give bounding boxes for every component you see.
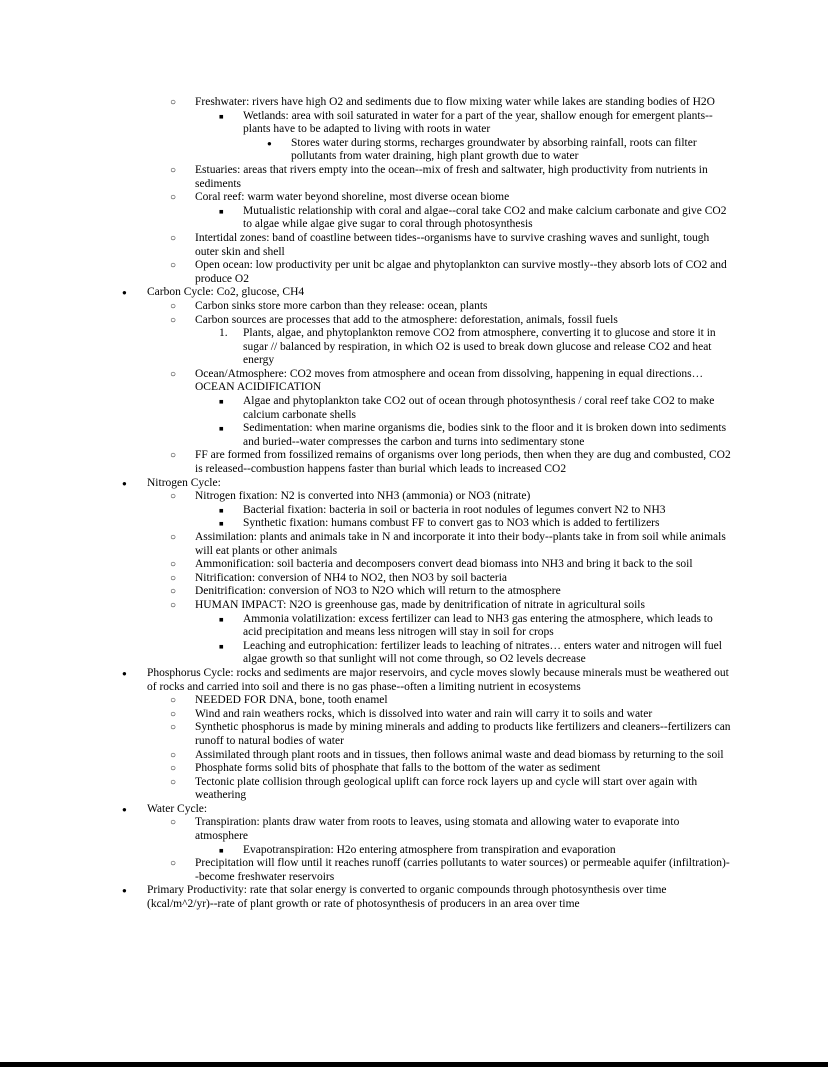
list-item-text: Nitrogen fixation: N2 is converted into NH3 (ammonia) or NO3 (nitrate): [195, 490, 531, 503]
circle-bullet-icon: ○: [170, 532, 177, 543]
list-item-text: Synthetic fixation: humans combust FF to convert gas to NO3 which is added to fertilizers: [243, 517, 660, 530]
page-bottom-edge: [0, 1062, 828, 1067]
list-item-text: FF are formed from fossilized remains of organisms over long periods, then when they are dug and combusted, CO2 is released--combustion happens faster than burial which leads to increased CO2: [195, 449, 731, 476]
list-item-text: Primary Productivity: rate that solar energy is converted to organic compounds through photosynthesis over time (kcal/m^2/yr)--rate of plant growth or rate of photosynthesis of producers in an area over time: [147, 884, 667, 911]
circle-bullet-icon: ○: [170, 695, 177, 707]
list-item: [97, 96, 731, 110]
square-bullet-icon: ■: [219, 845, 224, 855]
circle-bullet-icon: ○: [170, 599, 177, 611]
list-item: [97, 613, 731, 640]
list-item: [97, 232, 731, 259]
circle-bullet-icon: ○: [170, 722, 177, 734]
list-item: [97, 667, 731, 694]
list-item: [97, 884, 731, 911]
list-item-text: Stores water during storms, recharges groundwater by absorbing rainfall, roots can filter pollutants from water draining, high plant growth due to water: [291, 136, 697, 163]
square-bullet-icon: ■: [219, 519, 224, 529]
square-bullet-icon: ■: [219, 397, 224, 407]
list-item-text: Bacterial fixation: bacteria in soil or bacteria in root nodules of legumes convert N2 to NH3: [243, 503, 666, 516]
list-item-text: Transpiration: plants draw water from roots to leaves, using stomata and allowing water to evaporate into atmosphere: [195, 816, 680, 843]
list-item: [97, 762, 731, 776]
circle-bullet-icon: ○: [170, 763, 177, 775]
list-item-text: Open ocean: low productivity per unit bc algae and phytoplankton can survive mostly--they absorb lots of CO2 and produce O2: [195, 259, 727, 285]
list-item: [97, 368, 731, 395]
circle-bullet-icon: ○: [170, 749, 177, 761]
list-item: [97, 708, 731, 722]
list-item: [97, 191, 731, 205]
list-item: [97, 137, 731, 164]
list-item: [97, 449, 731, 476]
list-item-text: Nitrification: conversion of NH4 to NO2, then NO3 by soil bacteria: [195, 571, 508, 584]
list-item-text: Intertidal zones: band of coastline between tides--organisms have to survive crashing waves and sunlight, tough outer skin and shell: [195, 231, 710, 258]
list-item-text: Ammonification: soil bacteria and decomposers convert dead biomass into NH3 and bring it back to the soil: [195, 558, 693, 571]
circle-bullet-icon: ○: [170, 491, 177, 503]
circle-bullet-icon: ○: [170, 314, 177, 326]
list-item-text: Carbon Cycle: Co2, glucose, CH4: [147, 286, 305, 299]
circle-bullet-icon: ○: [170, 368, 177, 380]
list-item-text: Carbon sinks store more carbon than they release: ocean, plants: [195, 299, 488, 312]
square-bullet-icon: ■: [219, 111, 224, 121]
list-item: [97, 585, 731, 599]
list-item: [97, 110, 731, 137]
list-item-text: Leaching and eutrophication: fertilizer leads to leaching of nitrates… enters water and nitrogen will fuel algae growth so that sunlight will not come through, so O2 levels decrease: [243, 639, 722, 666]
list-item-text: Estuaries: areas that rivers empty into the ocean--mix of fresh and saltwater, high productivity from nutrients in sediments: [195, 163, 708, 190]
list-item-text: Ocean/Atmosphere: CO2 moves from atmosphere and ocean from dissolving, happening in equal directions… OCEAN ACIDIFICATION: [195, 367, 704, 394]
circle-bullet-icon: ○: [170, 708, 177, 720]
list-item: [97, 844, 731, 858]
circle-bullet-icon: ○: [170, 232, 177, 244]
list-item: [97, 558, 731, 572]
list-item: [97, 490, 731, 504]
notes-list: [97, 96, 731, 912]
disc-bullet-icon: ●: [122, 886, 127, 896]
circle-bullet-icon: ○: [170, 260, 177, 272]
list-item-text: Denitrification: conversion of NO3 to N2O which will return to the atmosphere: [195, 585, 561, 598]
list-item-text: Algae and phytoplankton take CO2 out of ocean through photosynthesis / coral reef take CO2 to make calcium carbonate shells: [243, 395, 715, 421]
list-item-text: Evapotranspiration: H2o entering atmosphere from transpiration and evaporation: [243, 843, 616, 856]
list-item: [97, 517, 731, 531]
list-item-text: Water Cycle:: [147, 802, 208, 815]
circle-bullet-icon: ○: [170, 192, 177, 204]
list-item-text: Ammonia volatilization: excess fertilizer can lead to NH3 gas entering the atmosphere, which leads to acid precipitation and means less nitrogen will stay in soil for crops: [243, 612, 713, 639]
disc-bullet-icon: ●: [122, 478, 127, 488]
list-item: [97, 816, 731, 843]
list-item: [97, 572, 731, 586]
list-item: [97, 531, 731, 558]
disc-bullet-icon: ●: [122, 804, 127, 814]
circle-bullet-icon: ○: [170, 572, 177, 584]
list-item: [97, 776, 731, 803]
circle-bullet-icon: ○: [170, 586, 177, 598]
list-item: [97, 300, 731, 314]
list-item-text: Synthetic phosphorus is made by mining minerals and adding to products like fertilizers and cleaners--fertilizers can runoff to natural bodies of water: [195, 721, 731, 747]
list-item-text: NEEDED FOR DNA, bone, tooth enamel: [195, 694, 388, 707]
list-item-text: Wind and rain weathers rocks, which is dissolved into water and rain will carry it to soils and water: [195, 707, 653, 720]
list-item-text: Nitrogen Cycle:: [147, 476, 221, 489]
list-item-text: Coral reef: warm water beyond shoreline, most diverse ocean biome: [195, 191, 510, 204]
circle-bullet-icon: ○: [170, 776, 177, 788]
list-item: [97, 640, 731, 667]
list-item: [97, 694, 731, 708]
circle-bullet-icon: ○: [170, 559, 177, 571]
disc-bullet-icon: ●: [122, 668, 127, 678]
disc-bullet-icon: ●: [122, 288, 127, 298]
list-item: [97, 599, 731, 613]
list-item-text: Sedimentation: when marine organisms die, bodies sink to the floor and it is broken down into sediments and buried--water compresses the carbon and turns into sedimentary stone: [243, 422, 727, 448]
number-marker: 1.: [219, 327, 228, 340]
list-item: [97, 857, 731, 884]
list-item-text: Phosphate forms solid bits of phosphate that falls to the bottom of the water as sediment: [195, 762, 601, 775]
square-bullet-icon: ■: [219, 206, 224, 216]
list-item: [97, 504, 731, 518]
list-item: [97, 395, 731, 422]
list-item: [97, 314, 731, 328]
list-item-text: Freshwater: rivers have high O2 and sediments due to flow mixing water while lakes are standing bodies of H2O: [195, 96, 715, 108]
square-bullet-icon: ■: [219, 641, 224, 651]
list-item-text: Carbon sources are processes that add to the atmosphere: deforestation, animals, fossil fuels: [195, 313, 618, 326]
list-item: [97, 205, 731, 232]
list-item: [97, 477, 731, 491]
list-item: [97, 164, 731, 191]
list-item-text: Tectonic plate collision through geological uplift can force rock layers up and cycle will start over again with weathering: [195, 775, 698, 802]
circle-bullet-icon: ○: [170, 97, 177, 108]
list-item-text: Mutualistic relationship with coral and algae--coral take CO2 and make calcium carbonate and give CO2 to algae while algae give sugar to coral through photosynthesis: [243, 204, 727, 231]
circle-bullet-icon: ○: [170, 817, 177, 829]
list-item: [97, 286, 731, 300]
list-item-text: Plants, algae, and phytoplankton remove CO2 from atmosphere, converting it to glucose and store it in sugar // balanced by respiration, in which O2 is used to break down glucose and release CO2 and heat energy: [243, 327, 716, 367]
list-item: [97, 803, 731, 817]
square-bullet-icon: ■: [219, 505, 224, 515]
list-item-text: Phosphorus Cycle: rocks and sediments are major reservoirs, and cycle moves slowly because minerals must be weathered out of rocks and carried into soil and there is no gas phase--often a limiting nutrient in ecosystems: [147, 666, 729, 693]
square-bullet-icon: ■: [219, 614, 224, 624]
list-item: [97, 721, 731, 748]
circle-bullet-icon: ○: [170, 450, 177, 462]
list-item: [97, 327, 731, 368]
disc-bullet-icon: ●: [267, 138, 272, 148]
list-item-text: Assimilation: plants and animals take in N and incorporate it into their body--plants take in from soil while animals will eat plants or other animals: [195, 531, 726, 557]
list-item: [97, 749, 731, 763]
list-item: [97, 259, 731, 286]
square-bullet-icon: ■: [219, 424, 224, 434]
circle-bullet-icon: ○: [170, 164, 177, 176]
list-item-text: Precipitation will flow until it reaches runoff (carries pollutants to water sources) or permeable aquifer (infiltration)--become freshwater reservoirs: [195, 857, 730, 883]
list-item-text: Assimilated through plant roots and in tissues, then follows animal waste and dead biomass by returning to the soil: [195, 748, 724, 761]
list-item-text: HUMAN IMPACT: N2O is greenhouse gas, made by denitrification of nitrate in agricultural soils: [195, 598, 645, 611]
circle-bullet-icon: ○: [170, 858, 177, 870]
list-item: [97, 422, 731, 449]
circle-bullet-icon: ○: [170, 300, 177, 312]
list-item-text: Wetlands: area with soil saturated in water for a part of the year, shallow enough for emergent plants--plants have to be adapted to living with roots in water: [243, 109, 713, 136]
